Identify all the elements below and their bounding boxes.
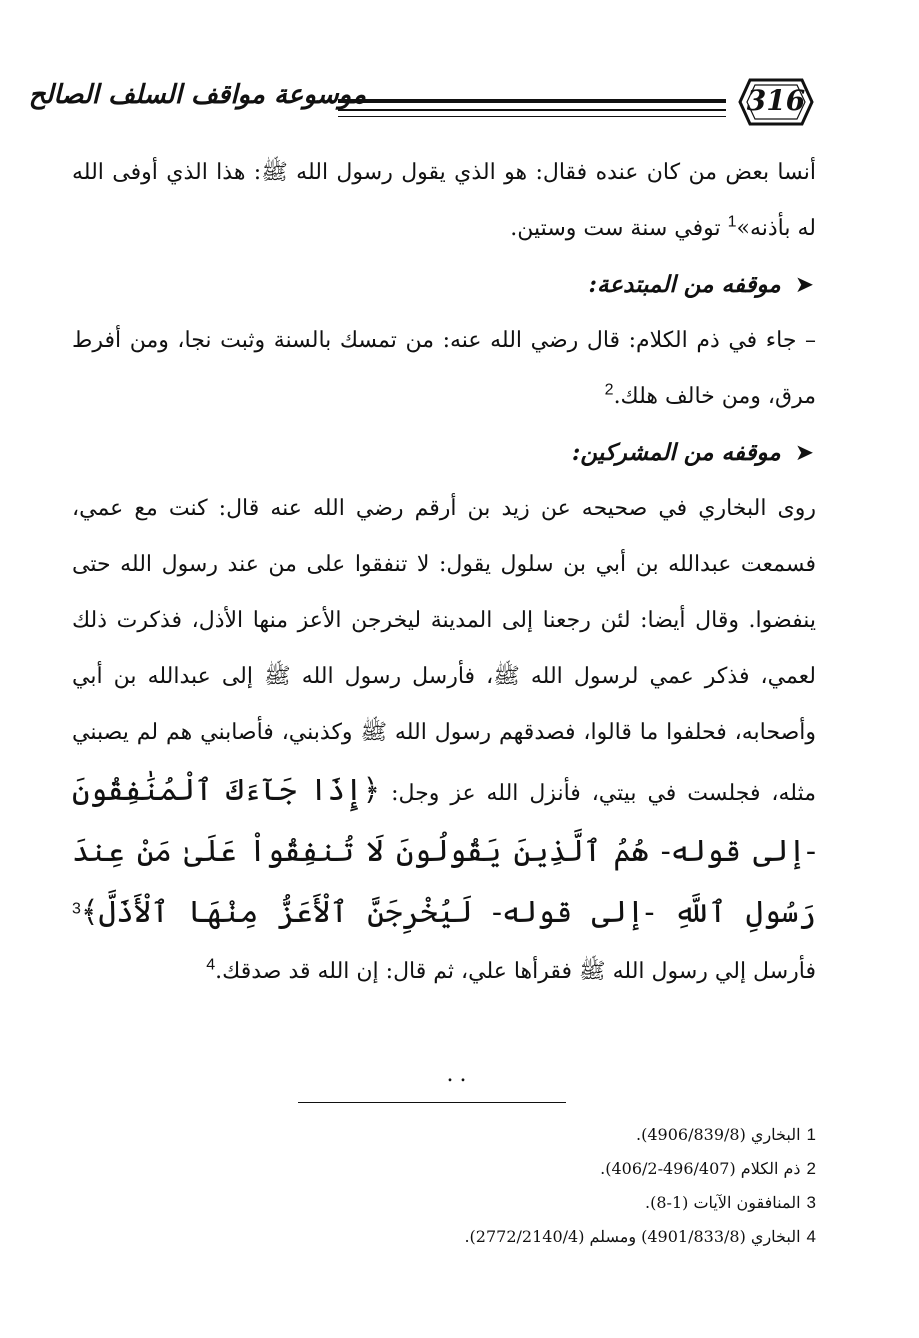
footnote-text: ذم الكلام (496/407-406/2). [600,1159,801,1178]
footnote-ref-1[interactable]: 1 [727,213,737,231]
header-rule [338,99,726,111]
arrow-bullet-icon: ➤ [794,272,814,298]
paragraph-1 [72,145,816,257]
paragraph-3-text: روى البخاري في صحيحه عن زيد بن أرقم رضي الله عنه قال: كنت مع عمي، فسمعت عبدالله بن أبي بن سلول يقول: لا تنفقوا على من عند رسول الله حتى ينفضوا. وقال أيضا: لئن رجعنا إلى المدينة ليخرجن الأعز منها الأذل، فذكرت ذلك لعمي، فذكر عمي لرسول الله ﷺ، فأرسل رسول الله ﷺ إلى عبدالله بن أبي وأصحابه، فحلفوا ما قالوا، فصدقهم رسول الله ﷺ وكذبني، فأصابني هم لم يصبني مثله، فجلست في بيتي، فأنزل الله عز وجل: [72,496,816,806]
quran-verse: ﴿إِذَا جَآءَكَ ٱلْمُنَٰفِقُونَ -إلى قوله- هُمُ ٱلَّذِينَ يَقُولُونَ لَا تُنفِقُواْ عَلَىٰ مَنْ عِندَ رَسُولِ ٱللَّهِ -إلى قوله- لَيُخْرِجَنَّ ٱلْأَعَزُّ مِنْهَا ٱلْأَذَلَّ﴾ [72,773,816,930]
footnote-text: البخاري (4906/839/8). [636,1125,801,1144]
section-heading-polytheists [72,425,816,481]
paragraph-1-text: أنسا بعض من كان عنده فقال: هو الذي يقول رسول الله ﷺ: هذا الذي أوفى الله له بأذنه» [72,160,816,241]
footnote-number: 4 [806,1227,816,1246]
page-header [28,72,816,132]
main-text [72,145,816,1000]
footnote-ref-3[interactable]: 3 [72,900,81,918]
section-separator: .. [446,1062,473,1087]
header-rule-thin [338,116,726,117]
heading-1-text: موقفه من المبتدعة: [588,271,781,298]
footnote-number: 3 [806,1193,816,1212]
footnote-divider [298,1102,566,1103]
footnote-3 [72,1186,816,1220]
paragraph-2 [72,313,816,425]
paragraph-3-tail: فأرسل إلي رسول الله ﷺ فقرأها علي، ثم قال: إن الله قد صدقك. [215,959,816,984]
footnotes [72,1118,816,1254]
footnote-1 [72,1118,816,1152]
footnote-4 [72,1220,816,1254]
book-title: موسوعة مواقف السلف الصالح [28,80,366,110]
footnote-text: البخاري (4901/833/8) ومسلم (2772/2140/4). [464,1227,801,1246]
page-number-badge [738,72,814,132]
section-heading-innovators [72,257,816,313]
paragraph-2-text: – جاء في ذم الكلام: قال رضي الله عنه: من تمسك بالسنة وثبت نجا، ومن أفرط مرق، ومن خالف هلك. [72,328,816,409]
footnote-number: 2 [806,1159,816,1178]
paragraph-3 [72,481,816,1000]
footnote-ref-2[interactable]: 2 [604,381,614,399]
footnote-number: 1 [806,1125,816,1144]
heading-2-text: موقفه من المشركين: [571,439,781,466]
arrow-bullet-icon: ➤ [794,440,814,466]
footnote-2 [72,1152,816,1186]
paragraph-1-tail: توفي سنة ست وستين. [510,216,728,241]
footnote-text: المنافقون الآيات (1-8). [645,1193,801,1212]
page-number: 316 [746,84,806,117]
footnote-ref-4[interactable]: 4 [206,956,216,974]
